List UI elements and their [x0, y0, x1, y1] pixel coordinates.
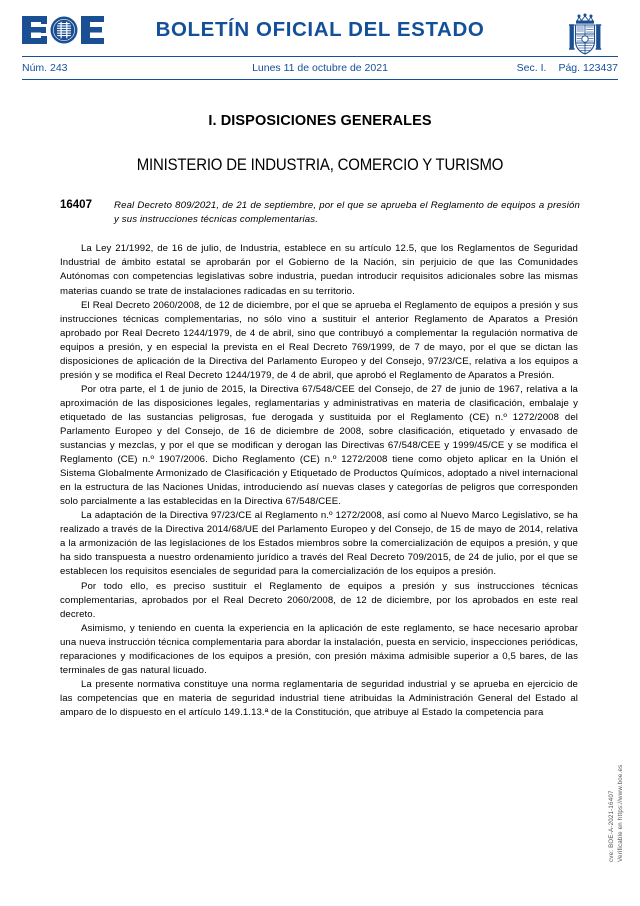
paragraph: Asimismo, y teniendo en cuenta la experiencia en la aplicación de este reglamento, se hace necesario aprobar una nueva instrucción técnica complementaria para abordar la instalación, puesta en servicio, inspecciones periódicas, reparaciones y modificaciones de los equipos a presión, con presión máxima admisible superior a 0,5 bares, de las terminales de gas natural licuado. [60, 622, 578, 676]
verification-sidebar [608, 662, 634, 862]
issue-date: Lunes 11 de octubre de 2021 [252, 62, 388, 74]
issue-bar [22, 57, 618, 79]
paragraph: La presente normativa constituye una norma reglamentaria de seguridad industrial y se aprueba en ejercicio de las competencias que en materia de seguridad industrial tiene atribuidas la Administración General del Estado al amparo de lo dispuesto en el artículo 149.1.13.ª de la Constitución, que atribuye al Estado la competencia para [60, 678, 578, 718]
section-title: I. DISPOSICIONES GENERALES [208, 113, 432, 129]
paragraph: El Real Decreto 2060/2008, de 12 de diciembre, por el que se aprueba el Reglamento de equipos a presión y sus instrucciones técnicas complementarias, no sólo vino a sustituir el anterior Reglamento de Aparatos a Presión aprobado por Real Decreto 1244/1979, de 4 de abril, sino que contribuyó a complementar la regulación normativa de equipos a presión, y en especial la prevista en el Real Decreto 769/1999, de 7 de mayo, por el que se dictan las disposiciones de aplicación de la Directiva del Parlamento Europeo y del Consejo, 97/23/CE, relativa a los equipos a presión y se modifica el Real Decreto 1244/1979, de 4 de abril, que aprobó el Reglamento de Aparatos a Presión. [60, 299, 578, 381]
cve-code: cve: BOE-A-2021-16407 [608, 790, 615, 862]
header-rule-bottom [22, 79, 618, 80]
paragraph: Por otra parte, el 1 de junio de 2015, la Directiva 67/548/CEE del Consejo, de 27 de junio de 1967, relativa a la aproximación de las disposiciones legales, reglamentarias y administrativas en materia de clasificación, embalaje y etiquetado de las sustancias peligrosas, fue derogada y sustituida por el Reglamento (CE) n.º 1272/2008 del Parlamento Europeo y del Consejo, de 16 de diciembre de 2008, sobre clasificación, etiquetado y envasado de sustancias y mezclas, y por el que se modifican y derogan las Directivas 67/548/CEE y 1999/45/CE y se modifica el Reglamento (CE) n.º 1907/2006. Dicho Reglamento (CE) n.º 1272/2008 tiene como objeto aplicar en la Unión el Sistema Globalmente Armonizado de Clasificación y Etiquetado de Productos Químicos, adoptado a nivel internacional en la estructura de las Naciones Unidas, introduciendo así nuevas clases y categorías de peligros que corresponden solo parcialmente a las establecidas en la Directiva 67/548/CEE. [60, 383, 578, 508]
issue-number: Núm. 243 [22, 62, 68, 74]
ministry-heading: MINISTERIO DE INDUSTRIA, COMERCIO Y TURISMO [136, 155, 504, 174]
verify-url: Verificable en https://www.boe.es [617, 764, 624, 862]
document-body [60, 242, 580, 720]
spain-coat-of-arms-icon [568, 12, 602, 58]
masthead [0, 0, 640, 56]
decree-header [60, 199, 580, 227]
decree-number: 16407 [60, 199, 92, 211]
paragraph: La adaptación de la Directiva 97/23/CE al Reglamento n.º 1272/2008, así como al Nuevo Marco Legislativo, se ha realizado a través de la Directiva 2014/68/UE del Parlamento Europeo y del Consejo, de 15 de mayo de 2014, relativa a la armonización de las legislaciones de los Estados miembros sobre la comercialización de equipos a presión, y que ha sido transpuesta a nuestro ordenamiento jurídico a través del Real Decreto 709/2015, de 24 de julio, por el que se establecen los requisitos esenciales de seguridad para la comercialización de los equipos a presión. [60, 510, 578, 578]
section-label: Sec. I. [516, 62, 547, 74]
document-content [0, 113, 640, 720]
decree-title: Real Decreto 809/2021, de 21 de septiembre, por el que se aprueba el Reglamento de equipos a presión y sus instrucciones técnicas complementarias. [114, 200, 580, 226]
page-label: Pág. 123437 [558, 62, 618, 74]
paragraph: La Ley 21/1992, de 16 de julio, de Industria, establece en su artículo 12.5, que los Reglamentos de Seguridad Industrial de ámbito estatal se aprobarán por el Gobierno de la Nación, sin perjuicio de que las Comunidades Autónomas con competencias legislativas sobre industria, puedan introducir requisitos adicionales sobre las mismas materias cuando se trate de instalaciones radicadas en su territorio. [60, 243, 578, 297]
publication-title: BOLETÍN OFICIAL DEL ESTADO [155, 18, 485, 41]
paragraph: Por todo ello, es preciso sustituir el Reglamento de equipos a presión y sus instrucciones técnicas complementarias, aprobados por el Real Decreto 2060/2008, de 12 de diciembre, por los aprobados en este real decreto. [60, 580, 578, 620]
